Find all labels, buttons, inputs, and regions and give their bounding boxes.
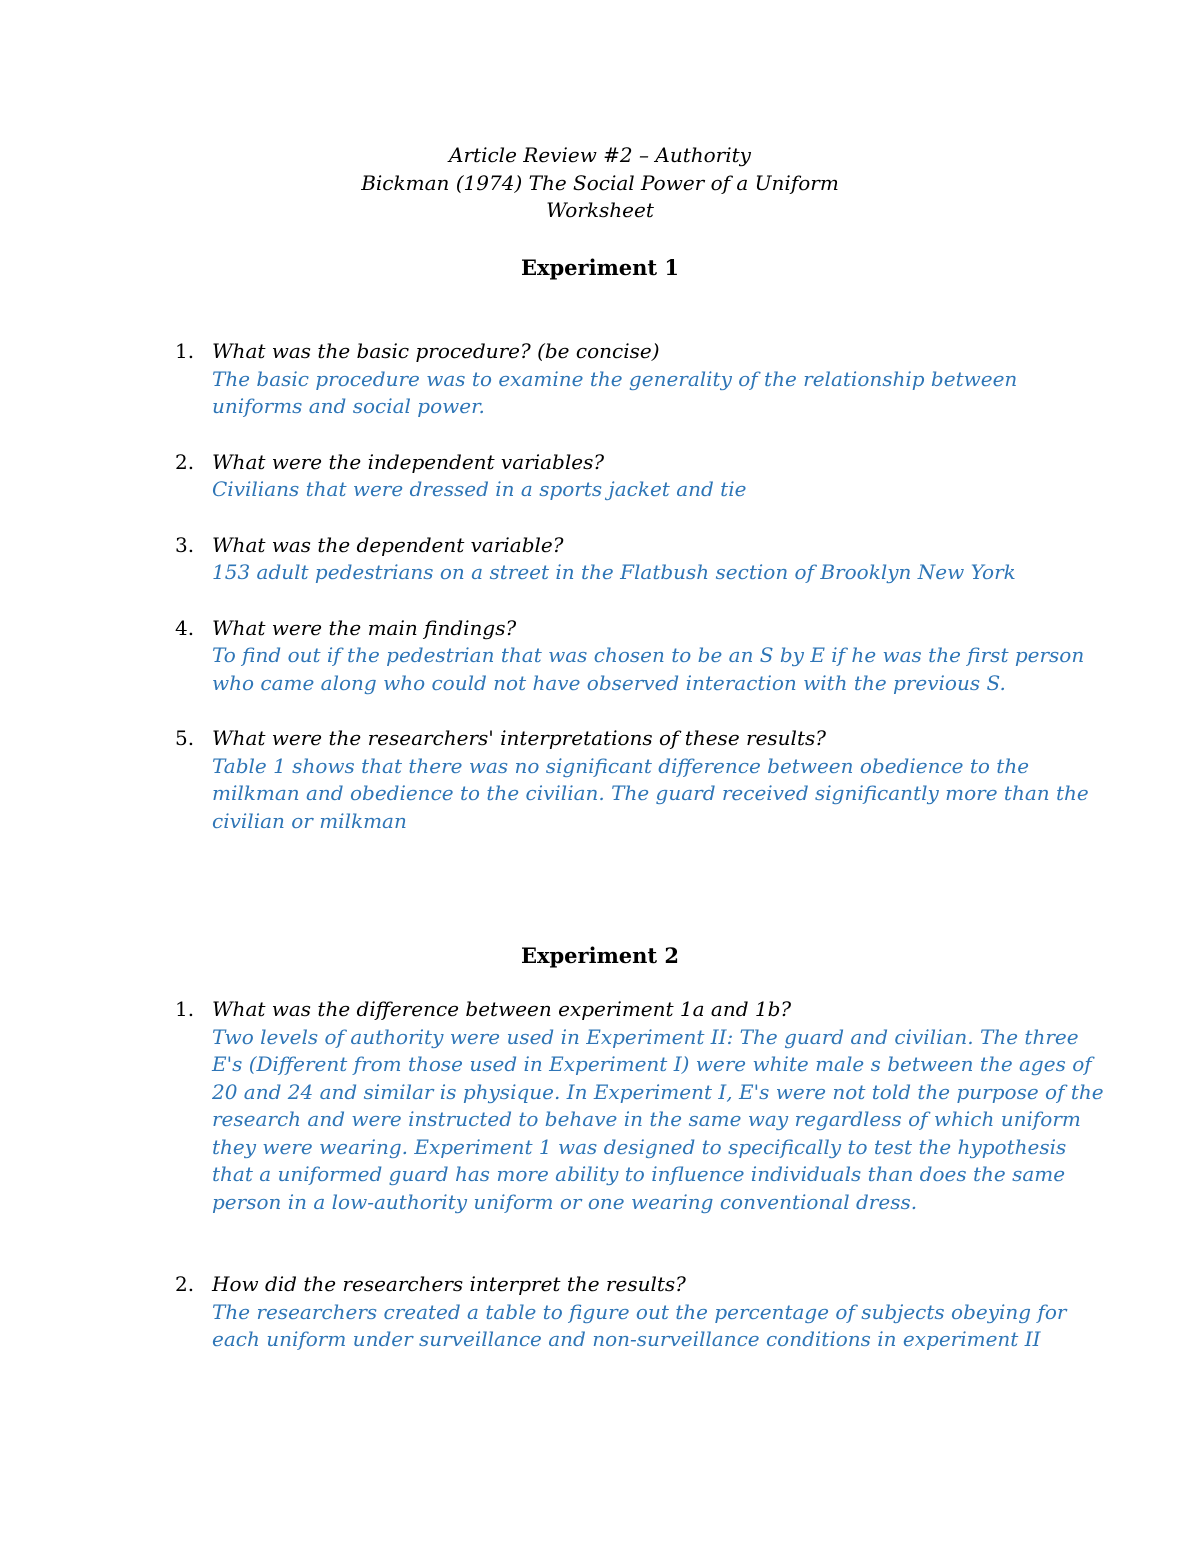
- answer-line: Table 1 shows that there was no significant difference between obedience to the: [212, 753, 1030, 778]
- answer-line: E's (Different from those used in Experiment I) were white male s between the ages of: [212, 1052, 1092, 1076]
- question-item: [170, 449, 1070, 504]
- article-review-title: Article Review #2 – Authority: [449, 143, 751, 167]
- answer-text: [212, 559, 1070, 587]
- question-item: [170, 725, 1089, 835]
- answer-text: [212, 366, 1070, 421]
- question-number: 4.: [175, 615, 195, 640]
- question-item: [170, 996, 1104, 1216]
- answer-text: [212, 476, 1070, 504]
- answer-text: [212, 1024, 1104, 1217]
- experiment-2-questions: [170, 996, 1104, 1354]
- answer-line: Two levels of authority were used in Experiment II: The guard and civilian. The three: [212, 1024, 1079, 1049]
- answer-line: milkman and obedience to the civilian. The guard received significantly more than the: [212, 781, 1089, 805]
- document-header: [0, 142, 1200, 225]
- question-item: [170, 615, 1085, 698]
- question-text: What were the main findings?: [212, 615, 517, 640]
- answer-line: 20 and 24 and similar is physique. In Experiment I, E's were not told the purpose of the: [212, 1079, 1104, 1104]
- answer-text: [212, 753, 1089, 836]
- question-item: [170, 532, 1070, 587]
- answer-line: they were wearing. Experiment 1 was designed to specifically to test the hypothesis: [212, 1134, 1067, 1159]
- question-number: 1.: [175, 339, 195, 363]
- question-text: How did the researchers interpret the results?: [212, 1272, 686, 1296]
- question-item: [170, 338, 1070, 421]
- answer-line: Civilians that were dressed in a sports jacket and tie: [212, 477, 747, 501]
- answer-line: that a uniformed guard has more ability to influence individuals than does the same: [212, 1162, 1066, 1186]
- question-number: 5.: [175, 726, 195, 750]
- answer-line: 153 adult pedestrians on a street in the Flatbush section of Brooklyn New York: [212, 560, 1016, 584]
- answer-text: [212, 642, 1085, 697]
- experiment-1-heading: Experiment 1: [520, 255, 680, 280]
- question-text: What were the researchers' interpretations of these results?: [212, 726, 826, 750]
- answer-line: To find out if the pedestrian that was chosen to be an S by E if he was the first person: [212, 643, 1085, 667]
- answer-line: The researchers created a table to figure out the percentage of subjects obeying for: [212, 1299, 1067, 1324]
- question-text: What were the independent variables?: [212, 449, 605, 474]
- answer-line: who came along who could not have observed interaction with the previous S.: [212, 670, 1006, 695]
- experiment-2-heading: Experiment 2: [520, 943, 680, 968]
- question-item: [170, 1271, 1070, 1354]
- question-number: 2.: [175, 449, 195, 474]
- answer-text: [212, 1299, 1070, 1354]
- question-number: 2.: [175, 1272, 195, 1296]
- experiment-1-questions: [170, 338, 1089, 835]
- answer-line: uniforms and social power.: [212, 394, 485, 418]
- answer-line: person in a low-authority uniform or one wearing conventional dress.: [212, 1189, 918, 1214]
- answer-line: research and were instructed to behave in the same way regardless of which uniform: [212, 1107, 1081, 1131]
- worksheet-label: Worksheet: [546, 198, 654, 222]
- question-text: What was the basic procedure? (be concise): [212, 339, 660, 363]
- answer-line: each uniform under surveillance and non-surveillance conditions in experiment II: [212, 1327, 1041, 1351]
- question-text: What was the difference between experiment 1a and 1b?: [212, 997, 792, 1021]
- question-number: 3.: [175, 532, 195, 557]
- question-number: 1.: [175, 997, 195, 1021]
- article-citation: Bickman (1974) The Social Power of a Uniform: [361, 170, 839, 195]
- answer-line: civilian or milkman: [212, 808, 407, 833]
- question-text: What was the dependent variable?: [212, 532, 564, 557]
- answer-line: The basic procedure was to examine the generality of the relationship between: [212, 366, 1018, 391]
